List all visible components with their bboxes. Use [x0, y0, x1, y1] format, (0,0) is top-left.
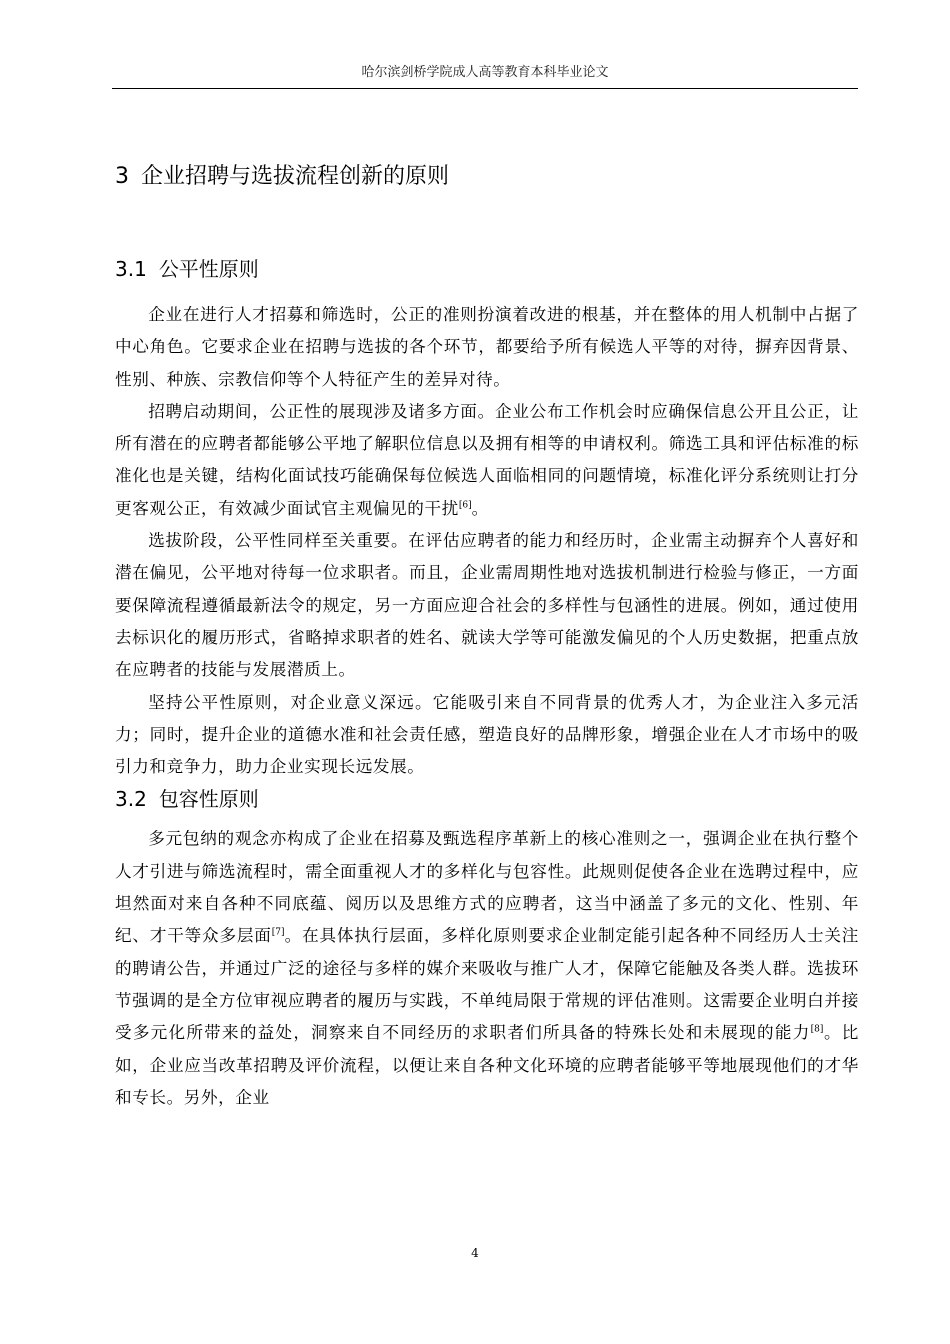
paragraph-text: 多元包纳的观念亦构成了企业在招募及甄选程序革新上的核心准则之一，强调企业在执行整个人才引进与筛选流程时，需全面重视人才的多样化与包容性。此规则促使各企业在选聘过程中，应坦然面对来自各种不同底蕴、阅历以及思维方式的应聘者，这当中涵盖了多元的文化、性别、年纪、才干等众多层面 — [115, 829, 859, 946]
citation-ref: [7] — [271, 927, 285, 938]
paragraph — [115, 823, 859, 1114]
page-content — [115, 160, 859, 1114]
header-divider — [112, 88, 858, 89]
chapter-number: 3 — [115, 164, 129, 189]
chapter-heading — [115, 160, 859, 194]
citation-ref: [6] — [458, 500, 472, 511]
section-number: 3.2 — [115, 787, 147, 812]
paragraph: 坚持公平性原则，对企业意义深远。它能吸引来自不同背景的优秀人才，为企业注入多元活力；同时，提升企业的道德水准和社会责任感，塑造良好的品牌形象，增强企业在人才市场中的吸引力和竞争力，助力企业实现长远发展。 — [115, 692, 859, 777]
citation-ref: [8] — [810, 1024, 824, 1035]
running-header: 哈尔滨剑桥学院成人高等教育本科毕业论文 — [361, 65, 609, 80]
paragraph — [115, 396, 859, 525]
section-title: 公平性原则 — [158, 257, 259, 281]
paragraph: 企业在进行人才招募和筛选时，公正的准则扮演着改进的根基，并在整体的用人机制中占据了中心角色。它要求企业在招聘与选拔的各个环节，都要给予所有候选人平等的对待，摒弃因背景、性别、种族、宗教信仰等个人特征产生的差异对待。 — [115, 305, 859, 389]
paragraph-tail: 。比如，企业应当改革招聘及评价流程，以便让来自各种文化环境的应聘者能够平等地展现他们的才华和专长。另外，企业 — [115, 1023, 859, 1107]
paragraph-text: 招聘启动期间，公正性的展现涉及诸多方面。企业公布工作机会时应确保信息公开且公正，让所有潜在的应聘者都能够公平地了解职位信息以及拥有相等的申请权利。筛选工具和评估标准的标准化也是关键，结构化面试技巧能确保每位候选人面临相同的问题情境，标准化评分系统则让打分更客观公正，有效减少面试官主观偏见的干扰 — [115, 401, 859, 518]
paragraph-text-middle: 。在具体执行层面，多样化原则要求企业制定能引起各种不同经历人士关注的聘请公告，并通过广泛的途径与多样的媒介来吸收与推广人才，保障它能触及各类人群。选拔环节强调的是全方位审视应聘者的履历与实践，不单纯局限于常规的评估准则。这需要企业明白并接受多元化所带来的益处，洞察来自不同经历的求职者们所具备的特殊长处和未展现的能力 — [115, 926, 859, 1043]
chapter-title: 企业招聘与选拔流程创新的原则 — [141, 164, 450, 189]
section-number: 3.1 — [115, 257, 147, 281]
section-heading-3-2 — [115, 783, 859, 815]
section-heading-3-1 — [115, 253, 859, 285]
paragraph: 选拔阶段，公平性同样至关重要。在评估应聘者的能力和经历时，企业需主动摒弃个人喜好和潜在偏见，公平地对待每一位求职者。而且，企业需周期性地对选拔机制进行检验与修正，一方面要保障流程遵循最新法令的规定，另一方面应迎合社会的多样性与包涵性的进展。例如，通过使用去标识化的履历形式，省略掉求职者的姓名、就读大学等可能激发偏见的个人历史数据，把重点放在应聘者的技能与发展潜质上。 — [115, 531, 859, 680]
paragraph-tail: 。 — [471, 498, 489, 518]
page-number: 4 — [471, 1246, 479, 1260]
section-title: 包容性原则 — [158, 787, 259, 812]
